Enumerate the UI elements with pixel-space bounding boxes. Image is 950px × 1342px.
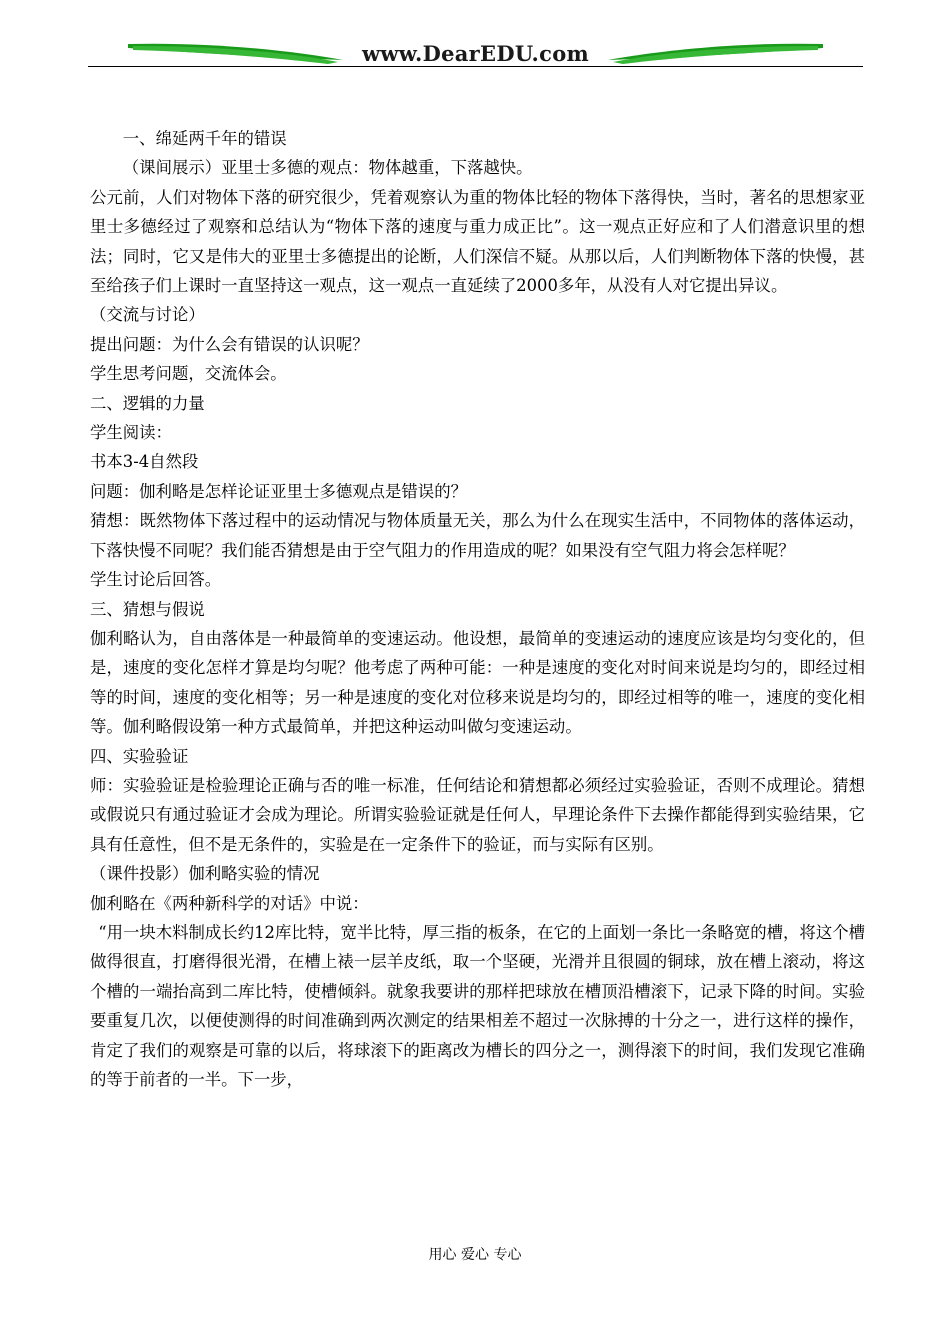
paragraph: 书本3-4自然段 bbox=[90, 452, 199, 472]
paragraph: （课间展示）亚里士多德的观点：物体越重，下落越快。 bbox=[122, 158, 533, 178]
paragraph: （交流与讨论） bbox=[90, 305, 205, 325]
site-header bbox=[88, 36, 863, 70]
paragraph: 学生阅读： bbox=[90, 423, 172, 443]
paragraph: 师：实验验证是检验理论正确与否的唯一标准，任何结论和猜想都必须经过实验验证，否则不成理论。猜想或假说只有通过验证才会成为理论。所谓实验验证就是任何人，早理论条件下去操作都能得到实验结果，它具有任意性，但不是无条件的，实验是在一定条件下的验证，而与实际有区别。 bbox=[90, 775, 865, 854]
paragraph: 伽利略在《两种新科学的对话》中说： bbox=[90, 893, 369, 913]
section-heading-4: 四、实验验证 bbox=[90, 746, 189, 766]
document-body bbox=[90, 124, 865, 1094]
paragraph: 猜想：既然物体下落过程中的运动情况与物体质量无关，那么为什么在现实生活中，不同物体的落体运动，下落快慢不同呢？我们能否猜想是由于空气阻力的作用造成的呢？如果没有空气阻力将会怎样呢？ bbox=[90, 511, 865, 560]
paragraph: 提出问题：为什么会有错误的认识呢？ bbox=[90, 334, 369, 354]
header-rule bbox=[88, 66, 863, 67]
paragraph: 伽利略认为，自由落体是一种最简单的变速运动。他设想，最简单的变速运动的速度应该是均匀变化的，但是，速度的变化怎样才算是均匀呢？他考虑了两种可能：一种是速度的变化对时间来说是均匀的，即经过相等的时间，速度的变化相等；另一种是速度的变化对位移来说是均匀的，即经过相等的唯一，速度的变化相等。伽利略假设第一种方式最简单，并把这种运动叫做匀变速运动。 bbox=[90, 628, 865, 737]
paragraph: 学生思考问题，交流体会。 bbox=[90, 364, 287, 384]
paragraph: （课件投影）伽利略实验的情况 bbox=[90, 864, 320, 884]
section-heading-1: 一、绵延两千年的错误 bbox=[122, 129, 287, 148]
paragraph: 公元前，人们对物体下落的研究很少，凭着观察认为重的物体比轻的物体下落得快，当时，著名的思想家亚里士多德经过了观察和总结认为“物体下落的速度与重力成正比”。这一观点正好应和了人们潜意识里的想法；同时，它又是伟大的亚里士多德提出的论断，人们深信不疑。从那以后，人们判断物体下落的快慢，甚至给孩子们上课时一直坚持这一观点，这一观点一直延续了2000多年，从没有人对它提出异议。 bbox=[90, 187, 865, 296]
site-logo-text: www.DearEDU.com bbox=[361, 41, 590, 66]
paragraph: 学生讨论后回答。 bbox=[90, 570, 222, 590]
page-footer: 用心 爱心 专心 bbox=[428, 1247, 522, 1263]
quote-paragraph: “用一块木料制成长约12库比特，宽半比特，厚三指的板条，在它的上面划一条比一条略宽的槽，将这个槽做得很直，打磨得很光滑，在槽上裱一层羊皮纸，取一个坚硬，光滑并且很圆的铜球，放在槽上滚动，将这个槽的一端抬高到二库比特，使槽倾斜。就象我要讲的那样把球放在槽顶沿槽滚下，记录下降的时间。实验要重复几次，以便使测得的时间准确到两次测定的结果相差不超过一次脉搏的十分之一，进行这样的操作，肯定了我们的观察是可靠的以后，将球滚下的距离改为槽长的四分之一，测得滚下的时间，我们发现它准确的等于前者的一半。下一步， bbox=[90, 922, 865, 1089]
section-heading-2: 二、逻辑的力量 bbox=[90, 393, 205, 413]
section-heading-3: 三、猜想与假说 bbox=[90, 599, 205, 619]
paragraph: 问题：伽利略是怎样论证亚里士多德观点是错误的？ bbox=[90, 481, 467, 501]
